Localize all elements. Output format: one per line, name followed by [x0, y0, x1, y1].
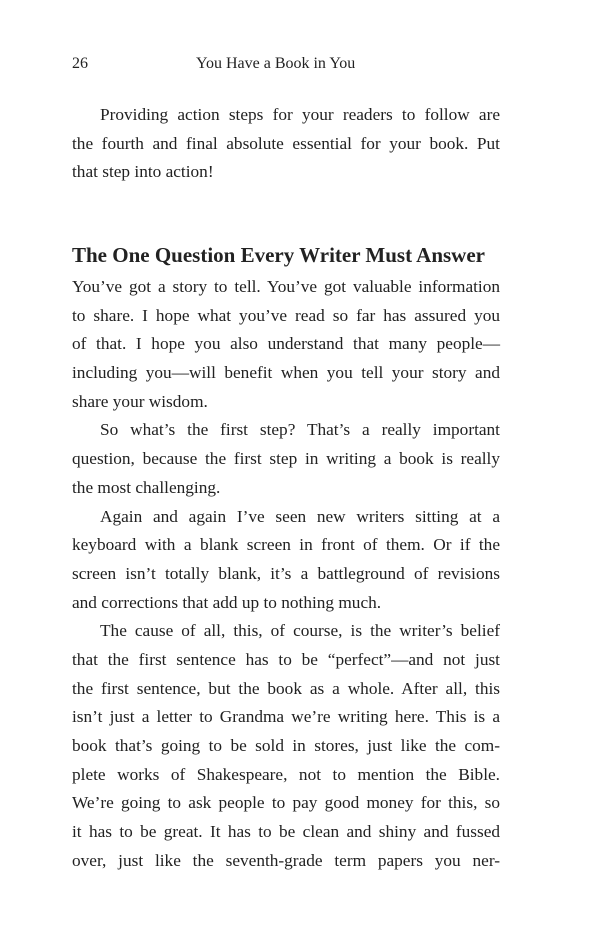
section-heading: The One Question Every Writer Must Answer — [72, 243, 485, 267]
text-line: Again and again I’ve seen new writers sitting at a — [100, 506, 500, 526]
page-number: 26 — [72, 55, 88, 72]
text-line: the fourth and final absolute essential for your book. Put — [72, 133, 500, 153]
text-line: of that. I hope you also understand that many people— — [72, 334, 500, 354]
text-line: including you—will benefit when you tell your story and — [72, 363, 500, 383]
text-line: Providing action steps for your readers to follow are — [100, 105, 500, 124]
text-line: to share. I hope what you’ve read so far has assured you — [72, 305, 500, 325]
text-line: share your wisdom. — [72, 391, 208, 411]
text-line: that step into action! — [72, 162, 214, 182]
text-line: screen isn’t totally blank, it’s a battleground of revisions — [72, 563, 500, 583]
text-line: You’ve got a story to tell. You’ve got valuable information — [72, 277, 500, 296]
text-line: book that’s going to be sold in stores, just like the com- — [72, 736, 500, 755]
text-line: The cause of all, this, of course, is the writer’s belief — [100, 621, 500, 641]
text-line: that the first sentence has to be “perfect”—and not just — [72, 649, 500, 669]
text-line: keyboard with a blank screen in front of them. Or if the — [72, 535, 500, 555]
text-line: and corrections that add up to nothing much. — [72, 592, 382, 612]
text-line: plete works of Shakespeare, not to mention the Bible. — [72, 764, 500, 784]
section-body — [72, 273, 500, 875]
text-line: question, because the first step in writing a book is really — [72, 449, 500, 469]
text-line: the first sentence, but the book as a whole. After all, this — [72, 678, 500, 698]
text-line: isn’t just a letter to Grandma we’re writing here. This is a — [72, 707, 500, 727]
text-line: the most challenging. — [72, 477, 221, 497]
text-line: We’re going to ask people to pay good money for this, so — [72, 793, 500, 813]
text-line: So what’s the first step? That’s a really important — [100, 420, 500, 440]
running-title: You Have a Book in You — [196, 55, 356, 72]
intro-paragraph — [72, 101, 500, 187]
text-line: over, just like the seventh-grade term papers you ner- — [72, 850, 500, 870]
running-header — [72, 55, 500, 79]
text-line: it has to be great. It has to be clean and shiny and fussed — [72, 822, 500, 842]
